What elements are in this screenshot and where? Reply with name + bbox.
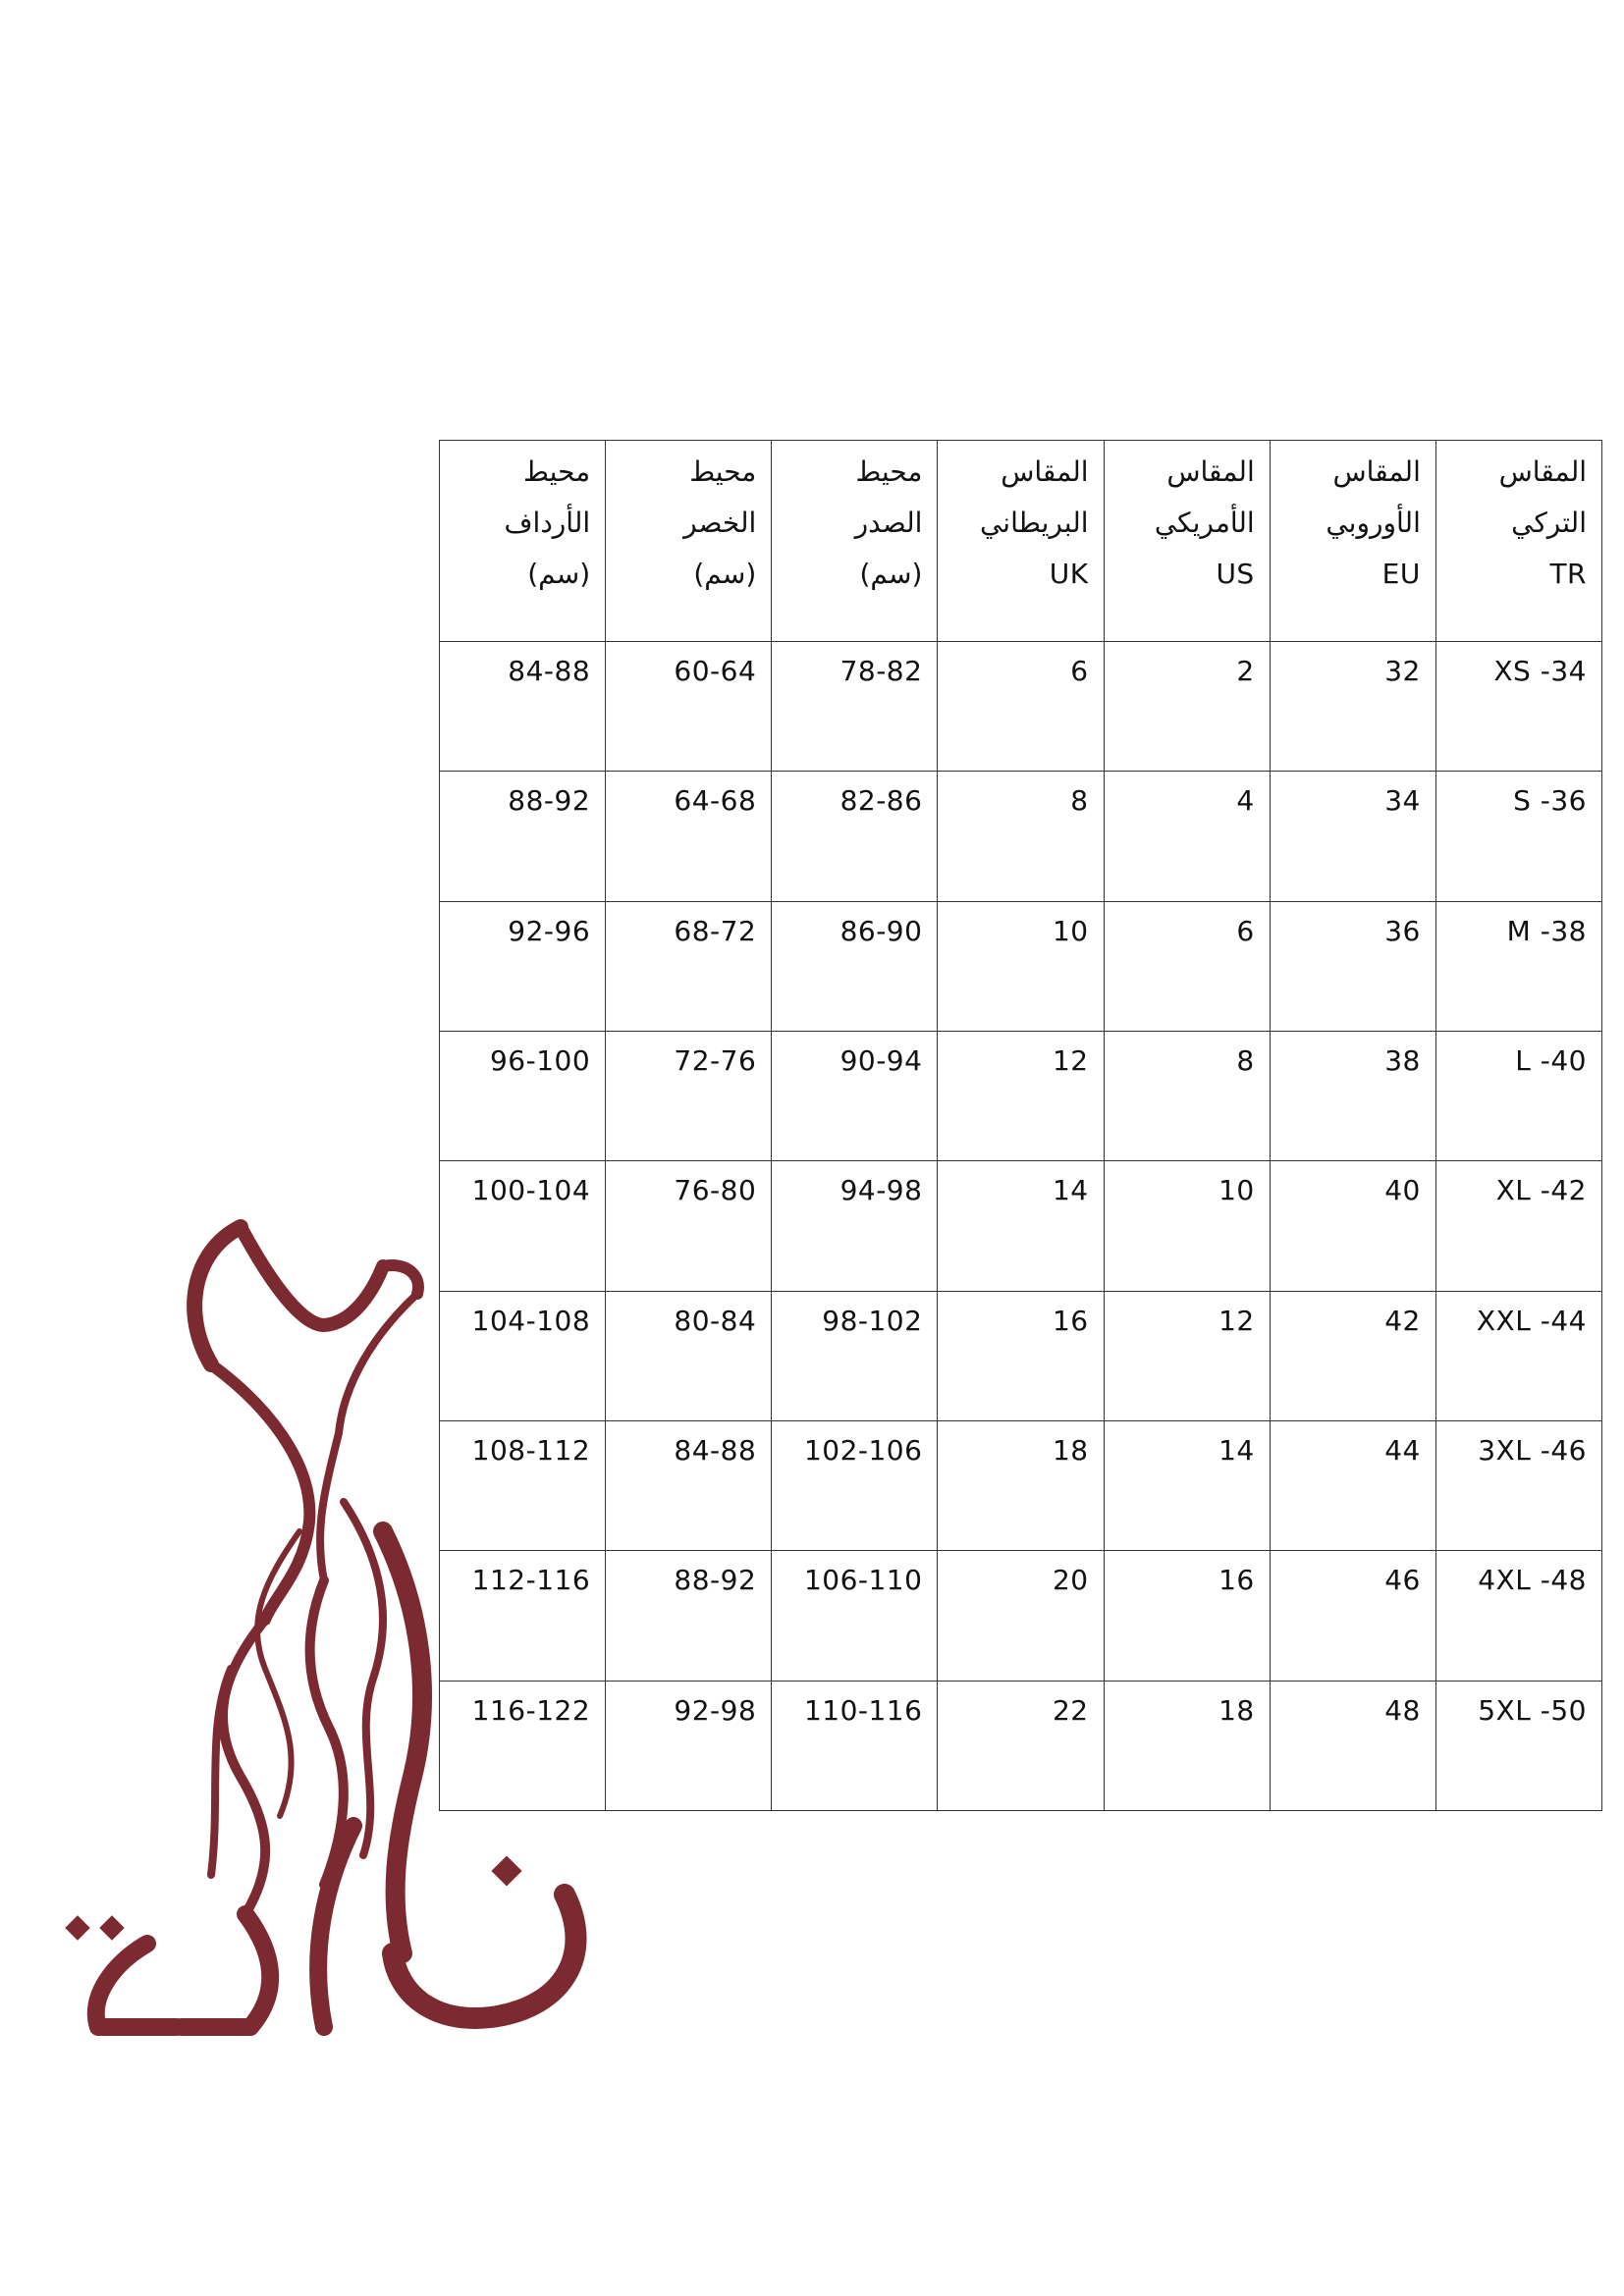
cell-bust: 98-102: [772, 1291, 938, 1420]
table-row: [440, 1031, 1602, 1160]
header-uk-size: المقاس البريطاني UK: [938, 441, 1104, 642]
cell-us-size: 14: [1104, 1420, 1270, 1550]
cell-hips: 104-108: [440, 1291, 606, 1420]
cell-hips: 108-112: [440, 1420, 606, 1550]
cell-eu-size: 46: [1270, 1551, 1435, 1681]
cell-us-size: 4: [1104, 772, 1270, 901]
cell-tr-size: 44- XXL: [1435, 1291, 1601, 1420]
cell-waist: 92-98: [606, 1681, 772, 1810]
cell-uk-size: 10: [938, 901, 1104, 1031]
cell-eu-size: 48: [1270, 1681, 1435, 1810]
cell-waist: 88-92: [606, 1551, 772, 1681]
cell-hips: 112-116: [440, 1551, 606, 1681]
cell-us-size: 10: [1104, 1161, 1270, 1291]
cell-hips: 96-100: [440, 1031, 606, 1160]
cell-waist: 72-76: [606, 1031, 772, 1160]
header-row: [440, 441, 1602, 642]
cell-bust: 86-90: [772, 901, 938, 1031]
cell-us-size: 12: [1104, 1291, 1270, 1420]
cell-bust: 94-98: [772, 1161, 938, 1291]
cell-uk-size: 14: [938, 1161, 1104, 1291]
cell-tr-size: 50- 5XL: [1435, 1681, 1601, 1810]
cell-bust: 90-94: [772, 1031, 938, 1160]
cell-us-size: 2: [1104, 642, 1270, 772]
header-hips: محيط الأرداف (سم): [440, 441, 606, 642]
cell-tr-size: 40- L: [1435, 1031, 1601, 1160]
cell-uk-size: 18: [938, 1420, 1104, 1550]
table-row: [440, 642, 1602, 772]
cell-uk-size: 22: [938, 1681, 1104, 1810]
cell-tr-size: 48- 4XL: [1435, 1551, 1601, 1681]
cell-us-size: 16: [1104, 1551, 1270, 1681]
cell-hips: 84-88: [440, 642, 606, 772]
cell-uk-size: 20: [938, 1551, 1104, 1681]
cell-waist: 60-64: [606, 642, 772, 772]
header-tr-size: المقاس التركي TR: [1435, 441, 1601, 642]
cell-eu-size: 44: [1270, 1420, 1435, 1550]
cell-eu-size: 40: [1270, 1161, 1435, 1291]
cell-eu-size: 36: [1270, 901, 1435, 1031]
cell-eu-size: 34: [1270, 772, 1435, 901]
cell-eu-size: 42: [1270, 1291, 1435, 1420]
header-bust: محيط الصدر (سم): [772, 441, 938, 642]
cell-bust: 102-106: [772, 1420, 938, 1550]
table-row: [440, 901, 1602, 1031]
cell-waist: 64-68: [606, 772, 772, 901]
cell-hips: 88-92: [440, 772, 606, 901]
cell-waist: 84-88: [606, 1420, 772, 1550]
cell-us-size: 18: [1104, 1681, 1270, 1810]
cell-us-size: 6: [1104, 901, 1270, 1031]
table-row: [440, 772, 1602, 901]
cell-hips: 100-104: [440, 1161, 606, 1291]
cell-bust: 78-82: [772, 642, 938, 772]
cell-hips: 92-96: [440, 901, 606, 1031]
cell-bust: 106-110: [772, 1551, 938, 1681]
cell-eu-size: 38: [1270, 1031, 1435, 1160]
cell-hips: 116-122: [440, 1681, 606, 1810]
dress-calligraphy-logo-icon: [29, 1207, 619, 2042]
cell-tr-size: 46- 3XL: [1435, 1420, 1601, 1550]
header-eu-size: المقاس الأوروبي EU: [1270, 441, 1435, 642]
cell-eu-size: 32: [1270, 642, 1435, 772]
cell-uk-size: 12: [938, 1031, 1104, 1160]
cell-bust: 82-86: [772, 772, 938, 901]
cell-tr-size: 34- XS: [1435, 642, 1601, 772]
cell-uk-size: 6: [938, 642, 1104, 772]
cell-uk-size: 16: [938, 1291, 1104, 1420]
cell-waist: 80-84: [606, 1291, 772, 1420]
header-waist: محيط الخصر (سم): [606, 441, 772, 642]
cell-waist: 68-72: [606, 901, 772, 1031]
cell-waist: 76-80: [606, 1161, 772, 1291]
cell-bust: 110-116: [772, 1681, 938, 1810]
cell-tr-size: 42- XL: [1435, 1161, 1601, 1291]
cell-tr-size: 36- S: [1435, 772, 1601, 901]
cell-uk-size: 8: [938, 772, 1104, 901]
cell-us-size: 8: [1104, 1031, 1270, 1160]
header-us-size: المقاس الأمريكي US: [1104, 441, 1270, 642]
cell-tr-size: 38- M: [1435, 901, 1601, 1031]
